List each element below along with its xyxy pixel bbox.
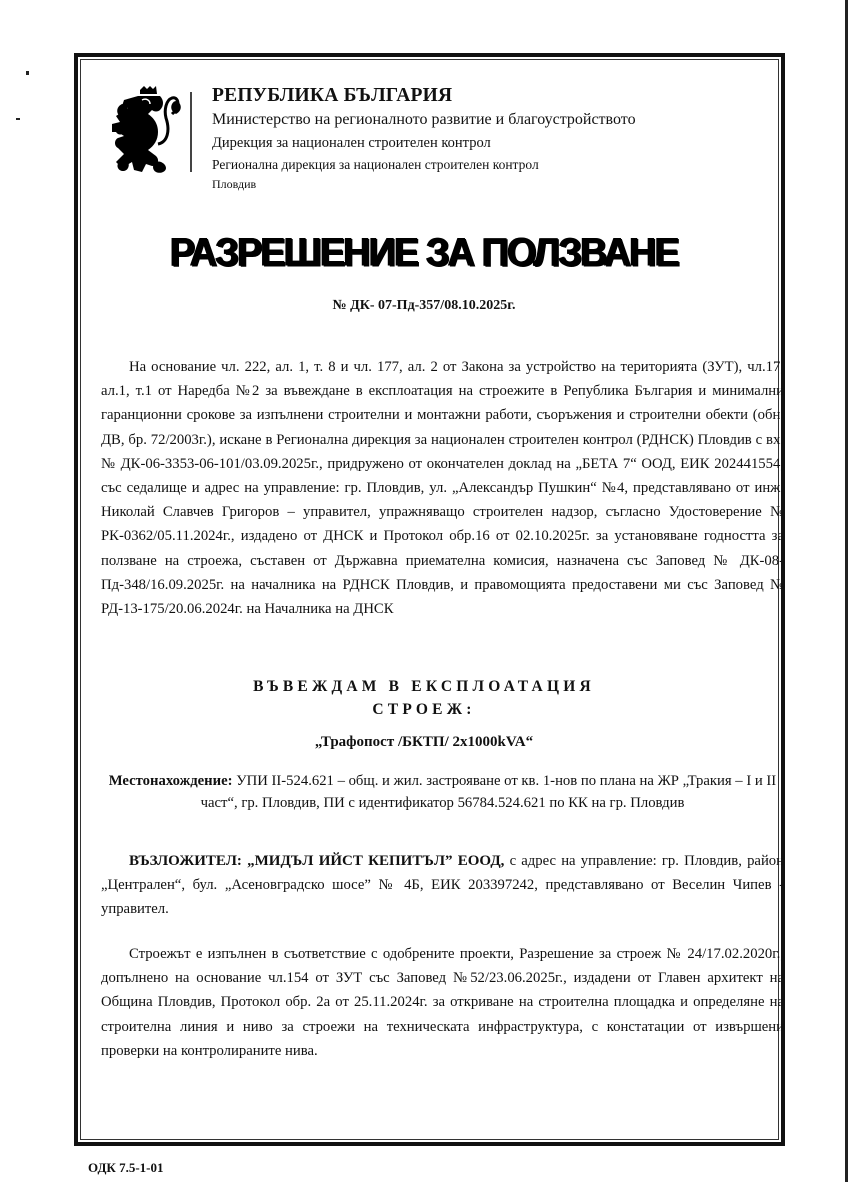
scan-speck bbox=[16, 118, 20, 120]
location-paragraph bbox=[101, 770, 784, 814]
construction-label: СТРОЕЖ: bbox=[372, 701, 476, 718]
preamble-paragraph: На основание чл. 222, ал. 1, т. 8 и чл. 177, ал. 2 от Закона за устройство на територията (ЗУТ), чл.17, ал.1, т.1 от Наредба №2 за въвеждане в експлоатация на строежите в Република България и минимални гаранционни срокове за изпълнени строителни и монтажни работи, съоръжения и строителни обекти (обн. ДВ, бр. 72/2003г.), искане в Регионална дирекция за национален строителен контрол (РДНСК) Пловдив с вх.№ ДК-06-3353-06-101/03.09.2025г., придружено от окончателен доклад на „БЕТА 7“ ООД, ЕИК 202441554, със седалище и адрес на управление: гр. Пловдив, ул. „Александър Пушкин“ №4, представлявано от инж. Николай Славчев Григоров – управител, упражняващо строителен надзор, съгласно Удостоверение № РК-0362/05.11.2024г., издадено от ДНСК и Протокол обр.16 от 02.10.2025г. за установяване годността за ползване на строежа, съставен от Държавна приемателна комисия, назначена със Заповед № ДК-08-Пд-348/16.09.2025г. на началника на РДНСК Пловдив, и правомощията предоставени ми със Заповед № РД-13-175/20.06.2024г. на Началника на ДНСК bbox=[101, 359, 784, 618]
letterhead-divider bbox=[190, 92, 192, 172]
directorate-name: Дирекция за национален строителен контрол bbox=[212, 135, 491, 151]
compliance-paragraph: Строежът е изпълнен в съответствие с одобрените проекти, Разрешение за строеж № 24/17.02.2020г., допълнено на основание чл.154 от ЗУТ със Заповед №52/23.06.2025г., издадени от Главен архитект на Община Пловдив, Протокол обр. 2а от 25.11.2024г. за откриване на строителна площадка и определяне на строителна линия и ниво за строежи на техническата инфраструктура, с констатации от извършени проверки на контролираните нива. bbox=[101, 946, 784, 1059]
letterhead bbox=[104, 80, 764, 200]
country-name: РЕПУБЛИКА БЪЛГАРИЯ bbox=[212, 85, 453, 106]
construction-name: „Трафопост /БКТП/ 2х1000kVA“ bbox=[314, 734, 534, 750]
scan-speck bbox=[26, 71, 29, 75]
document-number: № ДК- 07-Пд-357/08.10.2025г. bbox=[332, 298, 516, 313]
document-title: РАЗРЕШЕНИЕ ЗА ПОЛЗВАНЕ bbox=[169, 230, 679, 276]
form-code: ОДК 7.5-1-01 bbox=[88, 1160, 164, 1175]
commissioning-statement: ВЪВЕЖДАМ В ЕКСПЛОАТАЦИЯ bbox=[253, 678, 595, 695]
ministry-name: Министерство на регионалното развитие и благоустройството bbox=[212, 111, 636, 128]
investor-text: с адрес на управление: гр. Пловдив, район „Централен“, бул. „Асеновградско шосе” № 4Б, ЕИК 203397242, представлявано от Веселин Чипев - управител. bbox=[101, 853, 785, 918]
location-label: Местонахождение: bbox=[108, 773, 233, 789]
bulgarian-lion-emblem-icon bbox=[112, 84, 184, 184]
investor-label: ВЪЗЛОЖИТЕЛ: „МИДЪЛ ИЙСТ КЕПИТЪЛ” ЕООД, bbox=[129, 853, 505, 869]
issuing-authority bbox=[212, 84, 636, 194]
city-name: Пловдив bbox=[212, 177, 257, 191]
investor-paragraph bbox=[101, 849, 784, 922]
location-text: УПИ II-524.621 – общ. и жил. застрояване от кв. 1-нов по плана на ЖР „Тракия – I и II част“, гр. Пловдив, ПИ с идентификатор 56784.524.621 по КК на гр. Пловдив bbox=[200, 773, 777, 811]
regional-directorate-name: Регионална дирекция за национален строителен контрол bbox=[212, 157, 539, 172]
